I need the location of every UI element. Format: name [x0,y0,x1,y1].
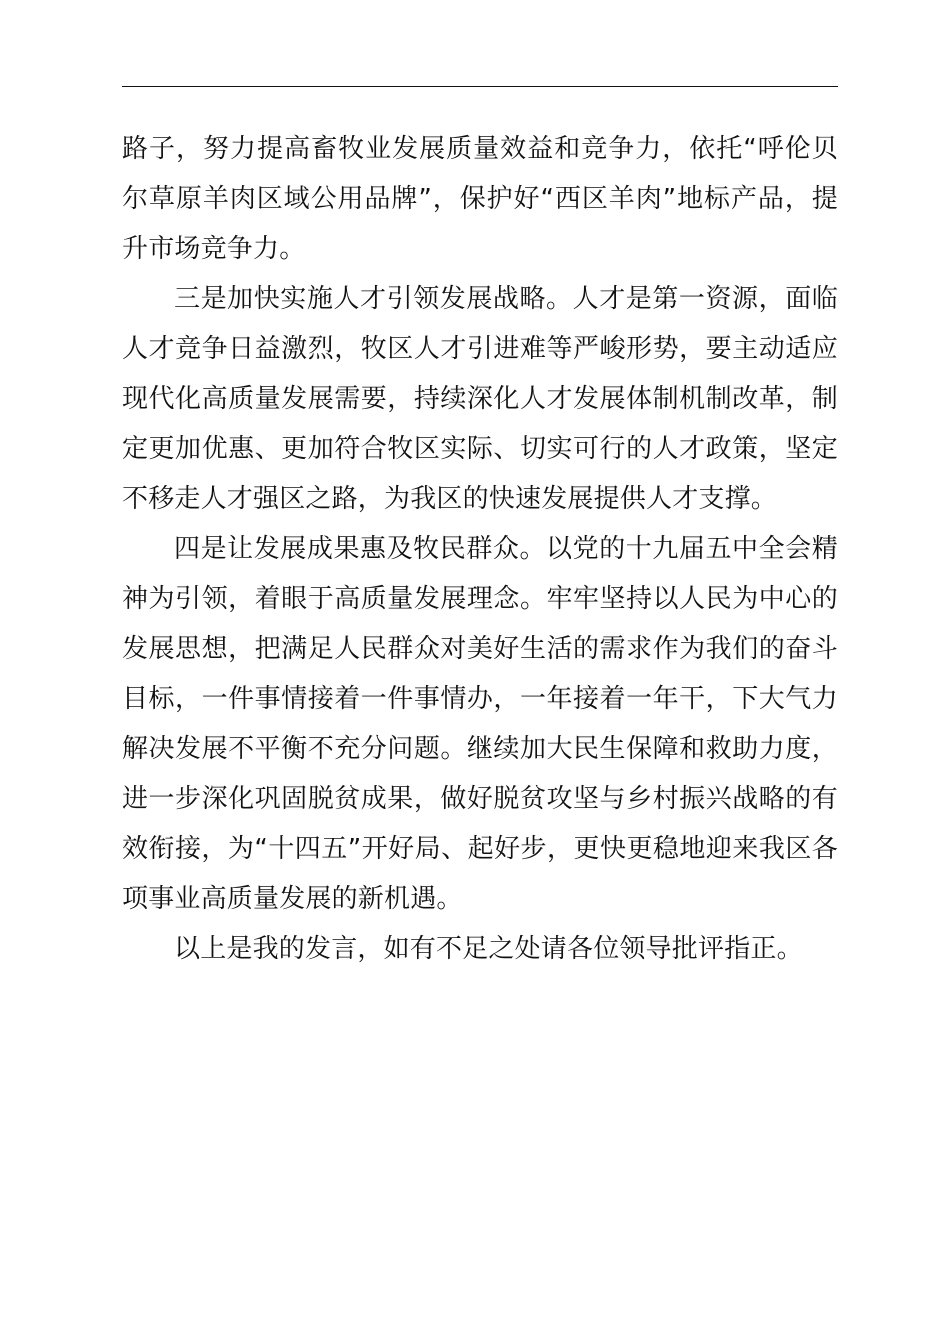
paragraph-continuation: 路子，努力提高畜牧业发展质量效益和竞争力，依托“呼伦贝尔草原羊肉区域公用品牌”，保护好“西区羊肉”地标产品，提升市场竞争力。 [122,134,838,264]
paragraph-development-benefits: 四是让发展成果惠及牧民群众。以党的十九届五中全会精神为引领，着眼于高质量发展理念。牢牢坚持以人民为中心的发展思想，把满足人民群众对美好生活的需求作为我们的奋斗目标，一件事情接着一件事情办，一年接着一年干，下大气力解决发展不平衡不充分问题。继续加大民生保障和救助力度，进一步深化巩固脱贫成果，做好脱贫攻坚与乡村振兴战略的有效衔接，为“十四五”开好局、起好步，更快更稳地迎来我区各项事业高质量发展的新机遇。 [122,534,838,914]
paragraph-closing-remark: 以上是我的发言，如有不足之处请各位领导批评指正。 [174,934,803,964]
header-divider [122,86,838,87]
paragraph-talent-strategy: 三是加快实施人才引领发展战略。人才是第一资源，面临人才竞争日益激烈，牧区人才引进难等严峻形势，要主动适应现代化高质量发展需要，持续深化人才发展体制机制改革，制定更加优惠、更加符合牧区实际、切实可行的人才政策，坚定不移走人才强区之路，为我区的快速发展提供人才支撑。 [122,284,838,514]
document-body [122,124,838,974]
